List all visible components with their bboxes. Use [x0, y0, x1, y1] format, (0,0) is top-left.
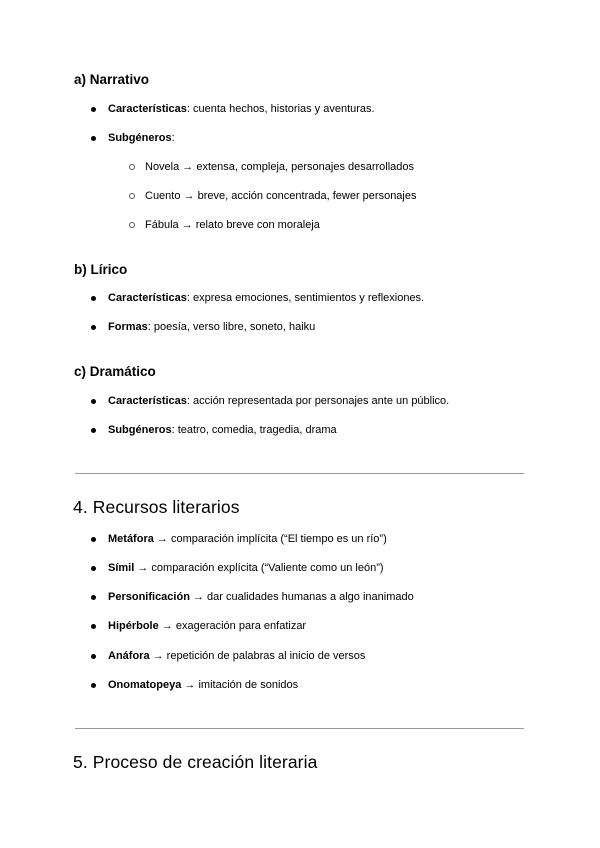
section-heading-dramatico: c) Dramático [74, 364, 156, 379]
section-heading-narrativo: a) Narrativo [74, 72, 150, 87]
item-text: → repetición de palabras al inicio de versos [149, 650, 366, 662]
item-text: → imitación de sonidos [181, 679, 299, 691]
circle-bullet-icon [129, 164, 135, 170]
list-item-anafora [108, 649, 365, 663]
list-item-hiperbole [108, 619, 306, 633]
item-label: Anáfora [108, 650, 150, 662]
bullet-icon [91, 683, 96, 688]
circle-bullet-icon [129, 193, 135, 199]
item-text: : expresa emociones, sentimientos y reflexiones. [186, 292, 425, 304]
bullet-icon [91, 537, 96, 542]
list-item-simil [108, 561, 384, 575]
item-text: : poesía, verso libre, soneto, haiku [147, 321, 316, 333]
item-text: : cuenta hechos, historias y aventuras. [186, 103, 375, 115]
list-item-onomatopeya [108, 678, 298, 692]
item-label: Subgéneros [108, 132, 172, 144]
bullet-icon [91, 136, 96, 141]
bullet-icon [91, 107, 96, 112]
list-item-lirico-caracteristicas [108, 291, 424, 305]
item-text: → comparación explícita (“Valiente como un león”) [134, 562, 384, 574]
item-text: → exageración para enfatizar [158, 620, 307, 632]
bullet-icon [91, 654, 96, 659]
bullet-icon [91, 399, 96, 404]
bullet-icon [91, 296, 96, 301]
item-text: : [171, 132, 175, 144]
item-label: Características [108, 292, 187, 304]
circle-bullet-icon [129, 222, 135, 228]
section-heading-lirico: b) Lírico [74, 262, 128, 277]
item-label: Personificación [108, 591, 190, 603]
item-label: Metáfora [108, 533, 154, 545]
item-text: : acción representada por personajes ante un público. [186, 395, 450, 407]
list-item-metafora [108, 532, 387, 546]
item-text: Novela → extensa, compleja, personajes desarrollados [145, 161, 415, 173]
list-item-narrativo-caracteristicas [108, 102, 375, 116]
list-item-personificacion [108, 590, 414, 604]
item-label: Características [108, 395, 187, 407]
list-item-lirico-formas [108, 320, 315, 334]
item-text: : teatro, comedia, tragedia, drama [171, 424, 337, 436]
item-label: Símil [108, 562, 135, 574]
list-item-dramatico-caracteristicas [108, 394, 449, 408]
sublist-item-novela [145, 160, 414, 174]
bullet-icon [91, 595, 96, 600]
sublist-item-cuento [145, 189, 417, 203]
section-heading-recursos: 4. Recursos literarios [73, 497, 240, 517]
horizontal-rule [75, 473, 524, 474]
item-label: Características [108, 103, 187, 115]
item-text: → comparación implícita (“El tiempo es un río”) [153, 533, 387, 545]
bullet-icon [91, 428, 96, 433]
section-heading-proceso: 5. Proceso de creación literaria [73, 752, 318, 772]
item-label: Subgéneros [108, 424, 172, 436]
item-text: → dar cualidades humanas a algo inanimado [189, 591, 414, 603]
item-text: Cuento → breve, acción concentrada, fewer personajes [145, 190, 417, 202]
item-label: Formas [108, 321, 148, 333]
item-label: Onomatopeya [108, 679, 182, 691]
item-text: Fábula → relato breve con moraleja [145, 219, 320, 231]
bullet-icon [91, 566, 96, 571]
list-item-dramatico-subgeneros [108, 423, 337, 437]
bullet-icon [91, 624, 96, 629]
bullet-icon [91, 325, 96, 330]
list-item-narrativo-subgeneros [108, 131, 175, 145]
sublist-item-fabula [145, 218, 320, 232]
horizontal-rule [75, 728, 524, 729]
item-label: Hipérbole [108, 620, 159, 632]
